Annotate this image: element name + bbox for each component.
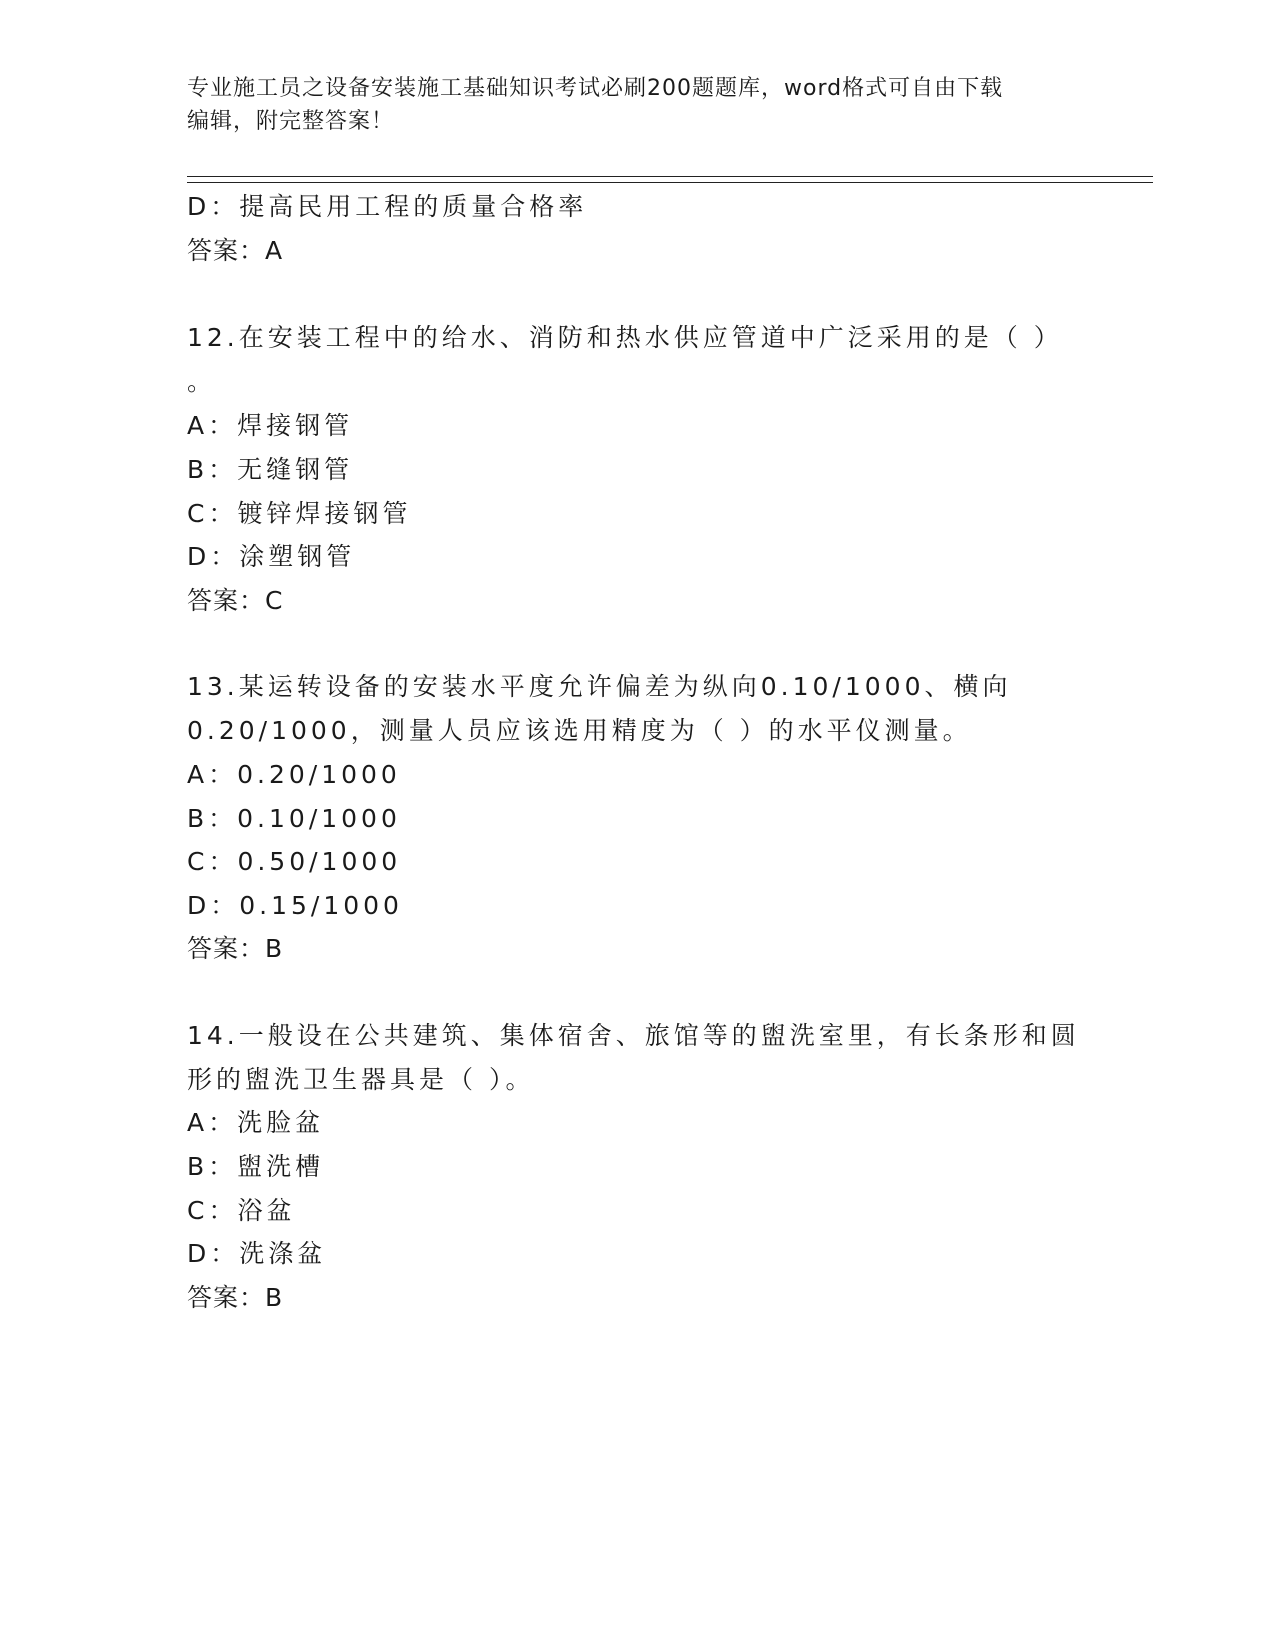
q13-stem-line-2: 0.20/1000，测量人员应该选用精度为（ ）的水平仪测量。 <box>187 716 972 745</box>
q12-answer: 答案：C <box>187 586 284 615</box>
q12-option-d: D：涂塑钢管 <box>187 542 356 571</box>
q14-stem-line-1: 14.一般设在公共建筑、集体宿舍、旅馆等的盥洗室里，有长条形和圆 <box>187 1021 1080 1050</box>
q14-stem-line-2: 形的盥洗卫生器具是（ ）。 <box>187 1065 535 1094</box>
header-divider-bottom <box>187 182 1153 183</box>
q12-stem-line-2: 。 <box>187 367 217 396</box>
q14-option-c: C：浴盆 <box>187 1196 296 1225</box>
q12-stem-line-1: 12.在安装工程中的给水、消防和热水供应管道中广泛采用的是（ ） <box>187 323 1063 352</box>
q12-option-b: B：无缝钢管 <box>187 455 354 484</box>
header-divider-top <box>187 176 1153 177</box>
header-title-line-1: 专业施工员之设备安装施工基础知识考试必刷200题题库，word格式可自由下载 <box>187 76 1004 101</box>
q13-option-d: D：0.15/1000 <box>187 891 403 920</box>
q13-option-c: C：0.50/1000 <box>187 847 402 876</box>
q13-option-a: A：0.20/1000 <box>187 760 401 789</box>
q14-answer: 答案：B <box>187 1283 284 1312</box>
document-header <box>187 72 1087 138</box>
q13-option-b: B：0.10/1000 <box>187 804 401 833</box>
q13-answer: 答案：B <box>187 934 284 963</box>
q14-option-d: D：洗涤盆 <box>187 1239 327 1268</box>
prev-option-d: D：提高民用工程的质量合格率 <box>187 192 588 221</box>
prev-answer: 答案：A <box>187 236 284 265</box>
header-title-line-2: 编辑，附完整答案！ <box>187 109 395 134</box>
q13-stem-line-1: 13.某运转设备的安装水平度允许偏差为纵向0.10/1000、横向 <box>187 672 1012 701</box>
q12-option-a: A：焊接钢管 <box>187 411 354 440</box>
q12-option-c: C：镀锌焊接钢管 <box>187 499 412 528</box>
q14-option-a: A：洗脸盆 <box>187 1108 325 1137</box>
q14-option-b: B：盥洗槽 <box>187 1152 325 1181</box>
